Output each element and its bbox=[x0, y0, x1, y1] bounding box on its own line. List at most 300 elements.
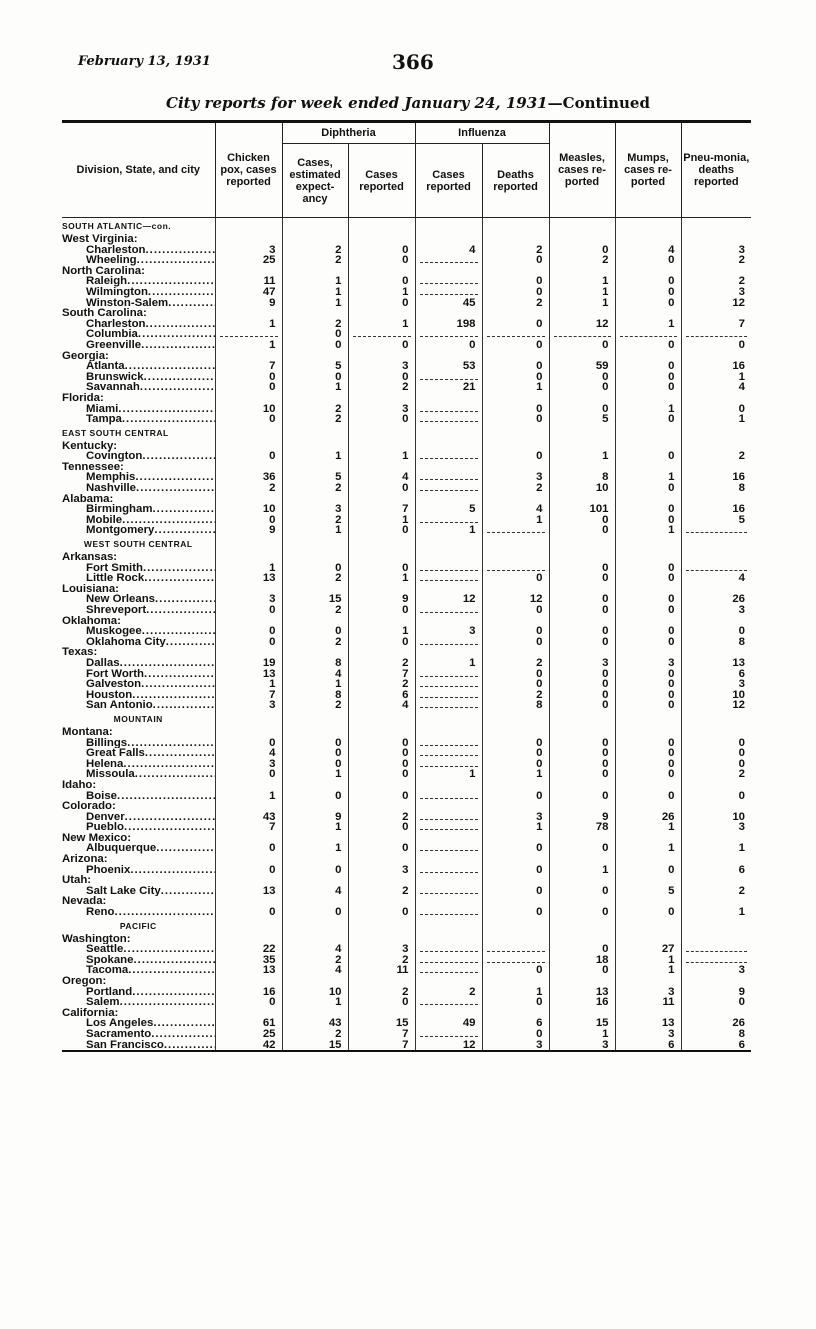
table-row bbox=[62, 319, 751, 330]
table-cell: 8 bbox=[681, 1029, 751, 1040]
table-cell: 0 bbox=[482, 1029, 549, 1040]
table-cell: 43 bbox=[215, 812, 282, 823]
table-cell: 3 bbox=[215, 594, 282, 605]
table-cell: 1 bbox=[282, 451, 348, 462]
table-cell: 4 bbox=[282, 944, 348, 955]
state-name: North Carolina: bbox=[62, 265, 145, 277]
table-cell: 0 bbox=[549, 886, 615, 897]
table-cell: 0 bbox=[615, 483, 681, 494]
table-cell: 0 bbox=[215, 626, 282, 637]
city-name: Greenville ..... bbox=[62, 340, 215, 351]
table-cell: 5 bbox=[415, 504, 482, 515]
table-cell: 1 bbox=[348, 451, 415, 462]
no-report-dash bbox=[420, 957, 478, 963]
no-report-dash bbox=[420, 257, 478, 263]
table-cell: 1 bbox=[681, 414, 751, 425]
no-report-dash bbox=[420, 750, 478, 756]
table-cell: 1 bbox=[615, 319, 681, 330]
table-cell: 0 bbox=[348, 997, 415, 1008]
state-name: South Carolina: bbox=[62, 308, 147, 319]
table-cell: 8 bbox=[549, 472, 615, 483]
region-row bbox=[62, 425, 751, 441]
table-cell: 0 bbox=[549, 605, 615, 616]
state-row bbox=[62, 727, 751, 738]
table-cell: 2 bbox=[348, 812, 415, 823]
no-report-dash bbox=[420, 289, 478, 295]
no-report-dash bbox=[420, 740, 478, 746]
table-cell: 1 bbox=[348, 287, 415, 298]
table-cell: 12 bbox=[415, 594, 482, 605]
city-name: Oklahoma City ..... bbox=[62, 637, 215, 648]
table-cell: 0 bbox=[215, 414, 282, 425]
table-cell: 0 bbox=[549, 626, 615, 637]
city-name: Missoula ..... bbox=[62, 769, 215, 780]
table-cell: 16 bbox=[681, 504, 751, 515]
no-report-dash bbox=[620, 331, 677, 337]
table-cell: 2 bbox=[282, 700, 348, 711]
table-cell: 0 bbox=[681, 791, 751, 802]
table-row bbox=[62, 822, 751, 833]
table-cell: 1 bbox=[215, 791, 282, 802]
table-title-main: City reports for week ended January 24, 1931 bbox=[166, 94, 548, 112]
table-cell: 0 bbox=[348, 907, 415, 918]
table-cell: 0 bbox=[615, 276, 681, 287]
table-cell: 1 bbox=[348, 626, 415, 637]
state-name: West Virginia: bbox=[62, 234, 138, 245]
table-cell: 2 bbox=[681, 451, 751, 462]
table-cell: 2 bbox=[681, 886, 751, 897]
no-report-dash bbox=[420, 793, 478, 799]
table-cell: 0 bbox=[215, 451, 282, 462]
table-cell: 8 bbox=[282, 690, 348, 701]
table-cell: 2 bbox=[681, 276, 751, 287]
table-cell: 2 bbox=[482, 658, 549, 669]
city-name: San Antonio ..... bbox=[62, 700, 215, 711]
table-cell: 0 bbox=[615, 605, 681, 616]
no-report-dash bbox=[420, 474, 478, 480]
table-cell: 9 bbox=[282, 812, 348, 823]
table-cell: 12 bbox=[681, 700, 751, 711]
city-name: Wilmington ..... bbox=[62, 287, 215, 298]
table-cell: 2 bbox=[282, 637, 348, 648]
city-name: Dallas ..... bbox=[62, 658, 215, 669]
table-cell: 0 bbox=[681, 997, 751, 1008]
table-cell: 0 bbox=[615, 738, 681, 749]
state-name: Texas: bbox=[62, 647, 98, 658]
table-cell: 19 bbox=[215, 658, 282, 669]
city-name: Covington ..... bbox=[62, 451, 215, 462]
table-cell: 0 bbox=[482, 669, 549, 680]
table-cell: 0 bbox=[282, 329, 348, 340]
city-name: Montgomery ..... bbox=[62, 525, 215, 536]
table-cell: 1 bbox=[615, 822, 681, 833]
table-cell: 2 bbox=[482, 690, 549, 701]
table-cell: 0 bbox=[348, 738, 415, 749]
table-cell: 12 bbox=[482, 594, 549, 605]
city-name: New Orleans ..... bbox=[62, 594, 215, 605]
city-name: Los Angeles ..... bbox=[62, 1018, 215, 1029]
table-cell: 0 bbox=[282, 738, 348, 749]
no-report-dash bbox=[420, 406, 478, 412]
table-row bbox=[62, 414, 751, 425]
table-cell: 0 bbox=[482, 637, 549, 648]
table-cell: 6 bbox=[681, 1040, 751, 1052]
table-cell: 0 bbox=[549, 563, 615, 574]
table-cell: 0 bbox=[215, 605, 282, 616]
table-row bbox=[62, 382, 751, 393]
table-cell: 7 bbox=[348, 1040, 415, 1052]
table-cell: 0 bbox=[549, 738, 615, 749]
table-cell: 0 bbox=[215, 738, 282, 749]
table-cell: 101 bbox=[549, 504, 615, 515]
state-row bbox=[62, 234, 751, 245]
no-report-dash bbox=[420, 824, 478, 830]
no-report-dash bbox=[420, 681, 478, 687]
table-cell: 2 bbox=[348, 955, 415, 966]
no-report-dash bbox=[420, 1031, 478, 1037]
col-measles: Measles, cases re-ported bbox=[549, 122, 615, 218]
table-cell: 0 bbox=[549, 944, 615, 955]
no-report-dash bbox=[420, 999, 478, 1005]
table-cell: 3 bbox=[215, 759, 282, 770]
table-cell: 2 bbox=[681, 769, 751, 780]
table-cell: 0 bbox=[549, 690, 615, 701]
table-cell: 0 bbox=[282, 340, 348, 351]
no-report-dash bbox=[220, 331, 278, 337]
table-cell: 1 bbox=[681, 843, 751, 854]
table-cell: 0 bbox=[348, 276, 415, 287]
table-cell: 0 bbox=[482, 255, 549, 266]
table-cell: 1 bbox=[482, 515, 549, 526]
table-cell: 2 bbox=[282, 245, 348, 256]
table-cell: 13 bbox=[615, 1018, 681, 1029]
table-cell: 13 bbox=[215, 573, 282, 584]
table-cell: 9 bbox=[215, 525, 282, 536]
no-report-dash bbox=[420, 814, 478, 820]
table-cell: 42 bbox=[215, 1040, 282, 1052]
no-report-dash bbox=[487, 565, 545, 571]
table-cell: 16 bbox=[215, 987, 282, 998]
table-cell: 0 bbox=[615, 626, 681, 637]
table-cell: 2 bbox=[482, 298, 549, 309]
no-report-dash bbox=[487, 946, 545, 952]
table-cell: 0 bbox=[348, 298, 415, 309]
table-cell: 0 bbox=[482, 965, 549, 976]
table-cell: 7 bbox=[215, 822, 282, 833]
table-cell: 1 bbox=[348, 515, 415, 526]
table-cell: 0 bbox=[681, 404, 751, 415]
table-cell: 7 bbox=[215, 690, 282, 701]
table-cell: 0 bbox=[482, 361, 549, 372]
table-cell: 1 bbox=[681, 907, 751, 918]
city-name: Great Falls ..... bbox=[62, 748, 215, 759]
state-row bbox=[62, 780, 751, 791]
region-row bbox=[62, 536, 751, 552]
table-cell: 3 bbox=[681, 245, 751, 256]
table-cell: 2 bbox=[348, 886, 415, 897]
table-cell: 0 bbox=[549, 700, 615, 711]
state-name: California: bbox=[62, 1007, 119, 1019]
table-cell: 7 bbox=[215, 361, 282, 372]
city-name: Savannah ..... bbox=[62, 382, 215, 393]
table-cell: 3 bbox=[615, 1029, 681, 1040]
table-cell: 0 bbox=[615, 340, 681, 351]
region-row bbox=[62, 218, 751, 235]
table-cell: 1 bbox=[615, 525, 681, 536]
table-cell: 0 bbox=[482, 573, 549, 584]
state-row bbox=[62, 976, 751, 987]
table-cell: 0 bbox=[482, 340, 549, 351]
table-cell: 18 bbox=[549, 955, 615, 966]
table-cell: 0 bbox=[348, 372, 415, 383]
table-cell: 1 bbox=[282, 679, 348, 690]
table-cell: 1 bbox=[615, 965, 681, 976]
no-report-dash bbox=[420, 692, 478, 698]
table-cell: 1 bbox=[415, 658, 482, 669]
state-name: Arizona: bbox=[62, 854, 108, 865]
table-row bbox=[62, 525, 751, 536]
table-cell: 10 bbox=[681, 690, 751, 701]
table-cell: 1 bbox=[282, 843, 348, 854]
table-cell: 0 bbox=[348, 605, 415, 616]
no-report-dash bbox=[420, 331, 478, 337]
table-cell: 9 bbox=[681, 987, 751, 998]
table-cell: 0 bbox=[615, 679, 681, 690]
no-report-dash bbox=[420, 888, 478, 894]
table-cell: 3 bbox=[482, 472, 549, 483]
table-cell: 10 bbox=[549, 483, 615, 494]
table-cell: 21 bbox=[415, 382, 482, 393]
table-cell: 0 bbox=[215, 637, 282, 648]
table-row bbox=[62, 605, 751, 616]
no-report-dash bbox=[420, 639, 478, 645]
table-cell: 0 bbox=[615, 907, 681, 918]
city-name: Shreveport ..... bbox=[62, 605, 215, 616]
city-name: Columbia ..... bbox=[62, 329, 215, 340]
city-name: Fort Worth ..... bbox=[62, 669, 215, 680]
region-name: EAST SOUTH CENTRAL bbox=[62, 427, 169, 438]
table-cell: 0 bbox=[549, 245, 615, 256]
table-cell: 1 bbox=[549, 865, 615, 876]
table-cell: 3 bbox=[681, 965, 751, 976]
region-name: PACIFIC bbox=[119, 920, 157, 931]
table-cell: 0 bbox=[482, 679, 549, 690]
table-cell: 0 bbox=[282, 748, 348, 759]
table-cell: 26 bbox=[615, 812, 681, 823]
table-cell: 0 bbox=[482, 907, 549, 918]
table-cell: 15 bbox=[348, 1018, 415, 1029]
table-cell: 0 bbox=[681, 759, 751, 770]
table-cell: 9 bbox=[549, 812, 615, 823]
no-report-dash bbox=[487, 957, 545, 963]
no-report-dash bbox=[686, 527, 748, 533]
table-cell: 4 bbox=[681, 382, 751, 393]
table-cell: 3 bbox=[215, 700, 282, 711]
table-row bbox=[62, 483, 751, 494]
table-cell: 1 bbox=[282, 276, 348, 287]
table-cell: 1 bbox=[282, 298, 348, 309]
no-report-dash bbox=[420, 607, 478, 613]
table-cell: 2 bbox=[282, 414, 348, 425]
table-cell: 11 bbox=[615, 997, 681, 1008]
table-cell: 3 bbox=[348, 865, 415, 876]
table-cell: 2 bbox=[348, 382, 415, 393]
table-cell: 49 bbox=[415, 1018, 482, 1029]
table-cell: 0 bbox=[282, 907, 348, 918]
table-cell: 0 bbox=[549, 525, 615, 536]
table-cell: 22 bbox=[215, 944, 282, 955]
city-name: Denver ..... bbox=[62, 812, 215, 823]
table-cell: 1 bbox=[482, 382, 549, 393]
table-row bbox=[62, 843, 751, 854]
table-cell: 4 bbox=[415, 245, 482, 256]
no-report-dash bbox=[420, 867, 478, 873]
table-row bbox=[62, 255, 751, 266]
table-cell: 16 bbox=[681, 361, 751, 372]
table-cell: 0 bbox=[215, 997, 282, 1008]
state-name: Oklahoma: bbox=[62, 615, 121, 627]
table-cell: 1 bbox=[282, 525, 348, 536]
table-cell: 0 bbox=[348, 822, 415, 833]
table-cell: 0 bbox=[348, 414, 415, 425]
city-name: Raleigh ..... bbox=[62, 276, 215, 287]
table-cell: 0 bbox=[549, 340, 615, 351]
table-cell: 0 bbox=[482, 414, 549, 425]
no-report-dash bbox=[420, 845, 478, 851]
header-date: February 13, 1931 bbox=[78, 54, 211, 69]
table-cell: 0 bbox=[282, 372, 348, 383]
table-cell: 0 bbox=[549, 679, 615, 690]
table-cell: 15 bbox=[282, 594, 348, 605]
table-row bbox=[62, 997, 751, 1008]
table-row bbox=[62, 298, 751, 309]
table-cell: 0 bbox=[482, 404, 549, 415]
table-cell: 0 bbox=[549, 748, 615, 759]
table-cell: 0 bbox=[282, 563, 348, 574]
state-name: Oregon: bbox=[62, 976, 107, 987]
table-cell: 0 bbox=[348, 563, 415, 574]
table-cell: 1 bbox=[482, 987, 549, 998]
table-cell: 1 bbox=[348, 573, 415, 584]
table-cell: 8 bbox=[681, 637, 751, 648]
table-cell: 11 bbox=[348, 965, 415, 976]
state-name: Kentucky: bbox=[62, 440, 118, 452]
table-cell: 2 bbox=[282, 255, 348, 266]
table-cell: 0 bbox=[615, 759, 681, 770]
table-cell: 0 bbox=[549, 573, 615, 584]
state-name: Montana: bbox=[62, 726, 113, 738]
table-cell: 5 bbox=[615, 886, 681, 897]
table-row bbox=[62, 1040, 751, 1052]
table-cell: 1 bbox=[549, 298, 615, 309]
city-name: Nashville ..... bbox=[62, 483, 215, 494]
region-name: SOUTH ATLANTIC—con. bbox=[62, 221, 172, 231]
table-cell: 0 bbox=[282, 759, 348, 770]
table-cell: 2 bbox=[282, 605, 348, 616]
city-reports-table bbox=[62, 120, 751, 1052]
state-name: Alabama: bbox=[62, 493, 114, 505]
table-cell: 0 bbox=[615, 382, 681, 393]
no-report-dash bbox=[686, 331, 748, 337]
table-cell: 15 bbox=[549, 1018, 615, 1029]
table-cell: 2 bbox=[415, 987, 482, 998]
state-name: Florida: bbox=[62, 392, 104, 404]
table-cell: 0 bbox=[215, 382, 282, 393]
table-cell: 10 bbox=[215, 404, 282, 415]
table-cell: 1 bbox=[215, 340, 282, 351]
table-cell: 1 bbox=[615, 955, 681, 966]
table-cell: 0 bbox=[482, 748, 549, 759]
table-cell: 6 bbox=[615, 1040, 681, 1052]
table-cell: 12 bbox=[415, 1040, 482, 1052]
table-cell: 1 bbox=[549, 276, 615, 287]
table-cell: 16 bbox=[549, 997, 615, 1008]
table-cell: 10 bbox=[215, 504, 282, 515]
table-cell: 0 bbox=[615, 865, 681, 876]
city-name: Reno ..... bbox=[62, 907, 215, 918]
table-cell: 0 bbox=[348, 245, 415, 256]
region-row bbox=[62, 918, 751, 934]
region-name: WEST SOUTH CENTRAL bbox=[83, 539, 193, 550]
no-report-dash bbox=[420, 565, 478, 571]
table-cell: 1 bbox=[282, 997, 348, 1008]
table-cell: 4 bbox=[348, 472, 415, 483]
table-cell: 0 bbox=[549, 637, 615, 648]
table-cell: 2 bbox=[282, 515, 348, 526]
state-name: Idaho: bbox=[62, 779, 97, 791]
table-cell: 1 bbox=[615, 404, 681, 415]
table-cell: 0 bbox=[615, 769, 681, 780]
table-cell: 4 bbox=[282, 965, 348, 976]
table-cell: 1 bbox=[415, 769, 482, 780]
table-cell: 0 bbox=[482, 843, 549, 854]
table-cell: 1 bbox=[215, 679, 282, 690]
table-cell: 3 bbox=[549, 658, 615, 669]
table-cell: 26 bbox=[681, 594, 751, 605]
table-cell: 1 bbox=[282, 287, 348, 298]
no-report-dash bbox=[420, 453, 478, 459]
table-cell: 0 bbox=[681, 748, 751, 759]
table-cell: 0 bbox=[615, 573, 681, 584]
table-cell: 2 bbox=[549, 255, 615, 266]
table-cell: 6 bbox=[681, 669, 751, 680]
table-cell: 0 bbox=[615, 361, 681, 372]
table-cell: 3 bbox=[348, 361, 415, 372]
table-cell: 0 bbox=[615, 451, 681, 462]
table-cell: 0 bbox=[215, 769, 282, 780]
state-name: Tennessee: bbox=[62, 461, 124, 473]
table-cell: 0 bbox=[348, 759, 415, 770]
table-cell: 3 bbox=[681, 679, 751, 690]
city-name: Winston-Salem ..... bbox=[62, 298, 215, 309]
no-report-dash bbox=[420, 967, 478, 973]
table-cell: 59 bbox=[549, 361, 615, 372]
city-name: Charleston ..... bbox=[62, 245, 215, 256]
city-name: Pueblo ..... bbox=[62, 822, 215, 833]
table-cell: 0 bbox=[348, 525, 415, 536]
no-report-dash bbox=[420, 485, 478, 491]
table-cell: 0 bbox=[482, 865, 549, 876]
table-cell: 5 bbox=[282, 472, 348, 483]
table-cell: 3 bbox=[549, 1040, 615, 1052]
table-cell: 61 bbox=[215, 1018, 282, 1029]
table-cell: 0 bbox=[549, 791, 615, 802]
state-row bbox=[62, 393, 751, 404]
table-row bbox=[62, 965, 751, 976]
table-cell: 2 bbox=[282, 573, 348, 584]
table-cell: 198 bbox=[415, 319, 482, 330]
region-name: MOUNTAIN bbox=[113, 713, 163, 724]
